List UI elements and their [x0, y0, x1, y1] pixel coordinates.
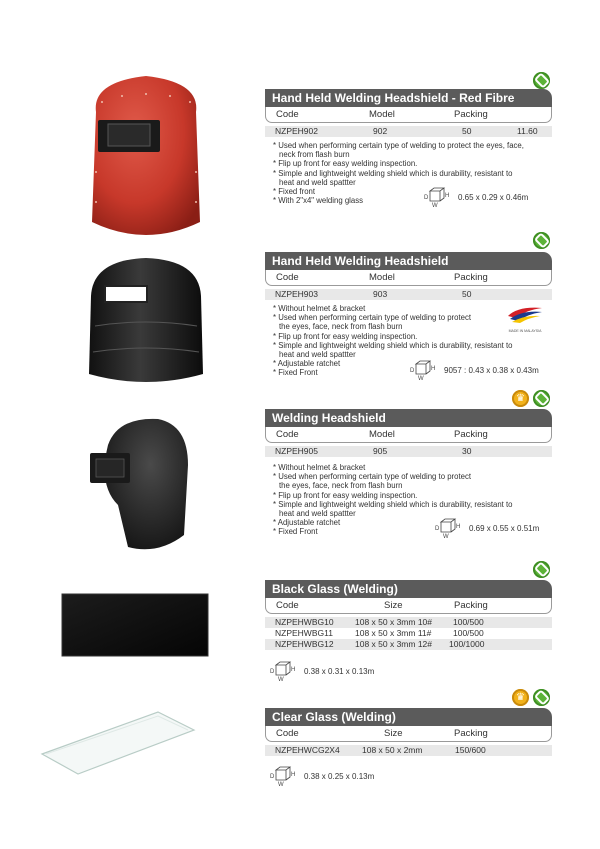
carton-box-icon — [270, 765, 298, 787]
svg-text:H: H — [445, 193, 450, 199]
product-5-panel — [265, 708, 552, 756]
carton-dimensions: H D W 0.38 x 0.25 x 0.13m — [270, 765, 374, 787]
product-5-badges — [512, 689, 550, 706]
product-image-black-glass — [60, 592, 210, 658]
product-2-panel — [265, 252, 552, 300]
svg-text:D: D — [270, 774, 275, 780]
gold-crown-badge-icon — [512, 390, 529, 407]
svg-text:D: D — [435, 526, 440, 532]
svg-text:W: W — [278, 782, 284, 787]
table-row: NZPEH905 905 30 — [265, 446, 552, 457]
column-header: Code Model Packing — [265, 107, 552, 123]
product-3-badges — [512, 390, 550, 407]
column-header: Code Model Packing — [265, 270, 552, 286]
product-3-panel — [265, 409, 552, 457]
product-4-panel — [265, 580, 552, 650]
product-1-panel — [265, 89, 552, 137]
svg-text:W: W — [432, 203, 438, 208]
green-badge-icon — [533, 390, 550, 407]
carton-box-icon — [435, 517, 463, 539]
svg-text:H: H — [291, 667, 296, 673]
product-image-black-headshield — [85, 256, 207, 386]
product-title: Clear Glass (Welding) — [265, 708, 552, 726]
table-row: NZPEHWCG2X4 108 x 50 x 2mm 150/600 — [265, 745, 552, 756]
column-header: Code Size Packing — [265, 598, 552, 614]
green-badge-icon — [533, 561, 550, 578]
column-header: Code Model Packing — [265, 427, 552, 443]
carton-dimensions: H D W 0.65 x 0.29 x 0.46m — [424, 186, 528, 208]
product-2-features: * Without helmet & bracket * Used when performing certain type of welding to protect the eyes, face, neck from flash burn * Flip up front for easy welding inspection. * Simple and lightweight welding shield which is durability, resistant to heat and weld spattter * Adjustable ratchet * Fixed Front — [273, 304, 513, 378]
svg-text:W: W — [443, 534, 449, 539]
carton-dimensions: H D W 9057 : 0.43 x 0.38 x 0.43m — [410, 359, 539, 381]
svg-text:D: D — [410, 368, 415, 374]
green-badge-icon — [533, 72, 550, 89]
table-row: NZPEHWBG10 108 x 50 x 3mm 10# 100/500 — [265, 617, 552, 628]
green-badge-icon — [533, 232, 550, 249]
svg-text:H: H — [456, 524, 461, 530]
carton-box-icon — [410, 359, 438, 381]
carton-box-icon — [270, 660, 298, 682]
green-badge-icon — [533, 689, 550, 706]
column-header: Code Size Packing — [265, 726, 552, 742]
product-3-features: * Without helmet & bracket * Used when performing certain type of welding to protect the eyes, face, neck from flash burn * Flip up front for easy welding inspection. * Simple and lightweight welding shield which is durability, resistant to heat and weld spattter * Adjustable ratchet * Fixed Front — [273, 463, 513, 537]
svg-text:D: D — [424, 195, 429, 201]
svg-text:H: H — [291, 772, 296, 778]
product-image-welding-headshield — [88, 415, 193, 555]
table-row: NZPEHWBG11 108 x 50 x 3mm 11# 100/500 — [275, 628, 484, 638]
product-title: Hand Held Welding Headshield — [265, 252, 552, 270]
carton-dimensions: H D W 0.69 x 0.55 x 0.51m — [435, 517, 539, 539]
svg-text:H: H — [431, 366, 436, 372]
svg-text:D: D — [270, 669, 275, 675]
product-title: Hand Held Welding Headshield - Red Fibre — [265, 89, 552, 107]
carton-box-icon — [424, 186, 452, 208]
product-image-red-headshield — [82, 72, 210, 248]
svg-text:W: W — [278, 677, 284, 682]
product-1-badges — [533, 72, 550, 89]
carton-dimensions: H D W 0.38 x 0.31 x 0.13m — [270, 660, 374, 682]
product-2-badges — [533, 232, 550, 249]
product-4-badges — [533, 561, 550, 578]
made-in-malaysia-logo: MADE IN MALAYSIA — [506, 304, 544, 333]
table-row: NZPEH903 903 50 — [265, 289, 552, 300]
product-1-features: * Used when performing certain type of welding to protect the eyes, face, neck from flash burn * Flip up front for easy welding inspection. * Simple and lightweight welding shield which is durability, resistant to heat and weld spattter * Fixed front * With 2"x4" welding glass — [273, 141, 524, 206]
product-title: Welding Headshield — [265, 409, 552, 427]
product-image-clear-glass — [38, 708, 198, 778]
table-row: NZPEH902 902 50 11.60 — [265, 126, 552, 137]
svg-text:W: W — [418, 376, 424, 381]
product-title: Black Glass (Welding) — [265, 580, 552, 598]
gold-crown-badge-icon — [512, 689, 529, 706]
table-row: NZPEHWBG12 108 x 50 x 3mm 12# 100/1000 — [265, 639, 552, 650]
